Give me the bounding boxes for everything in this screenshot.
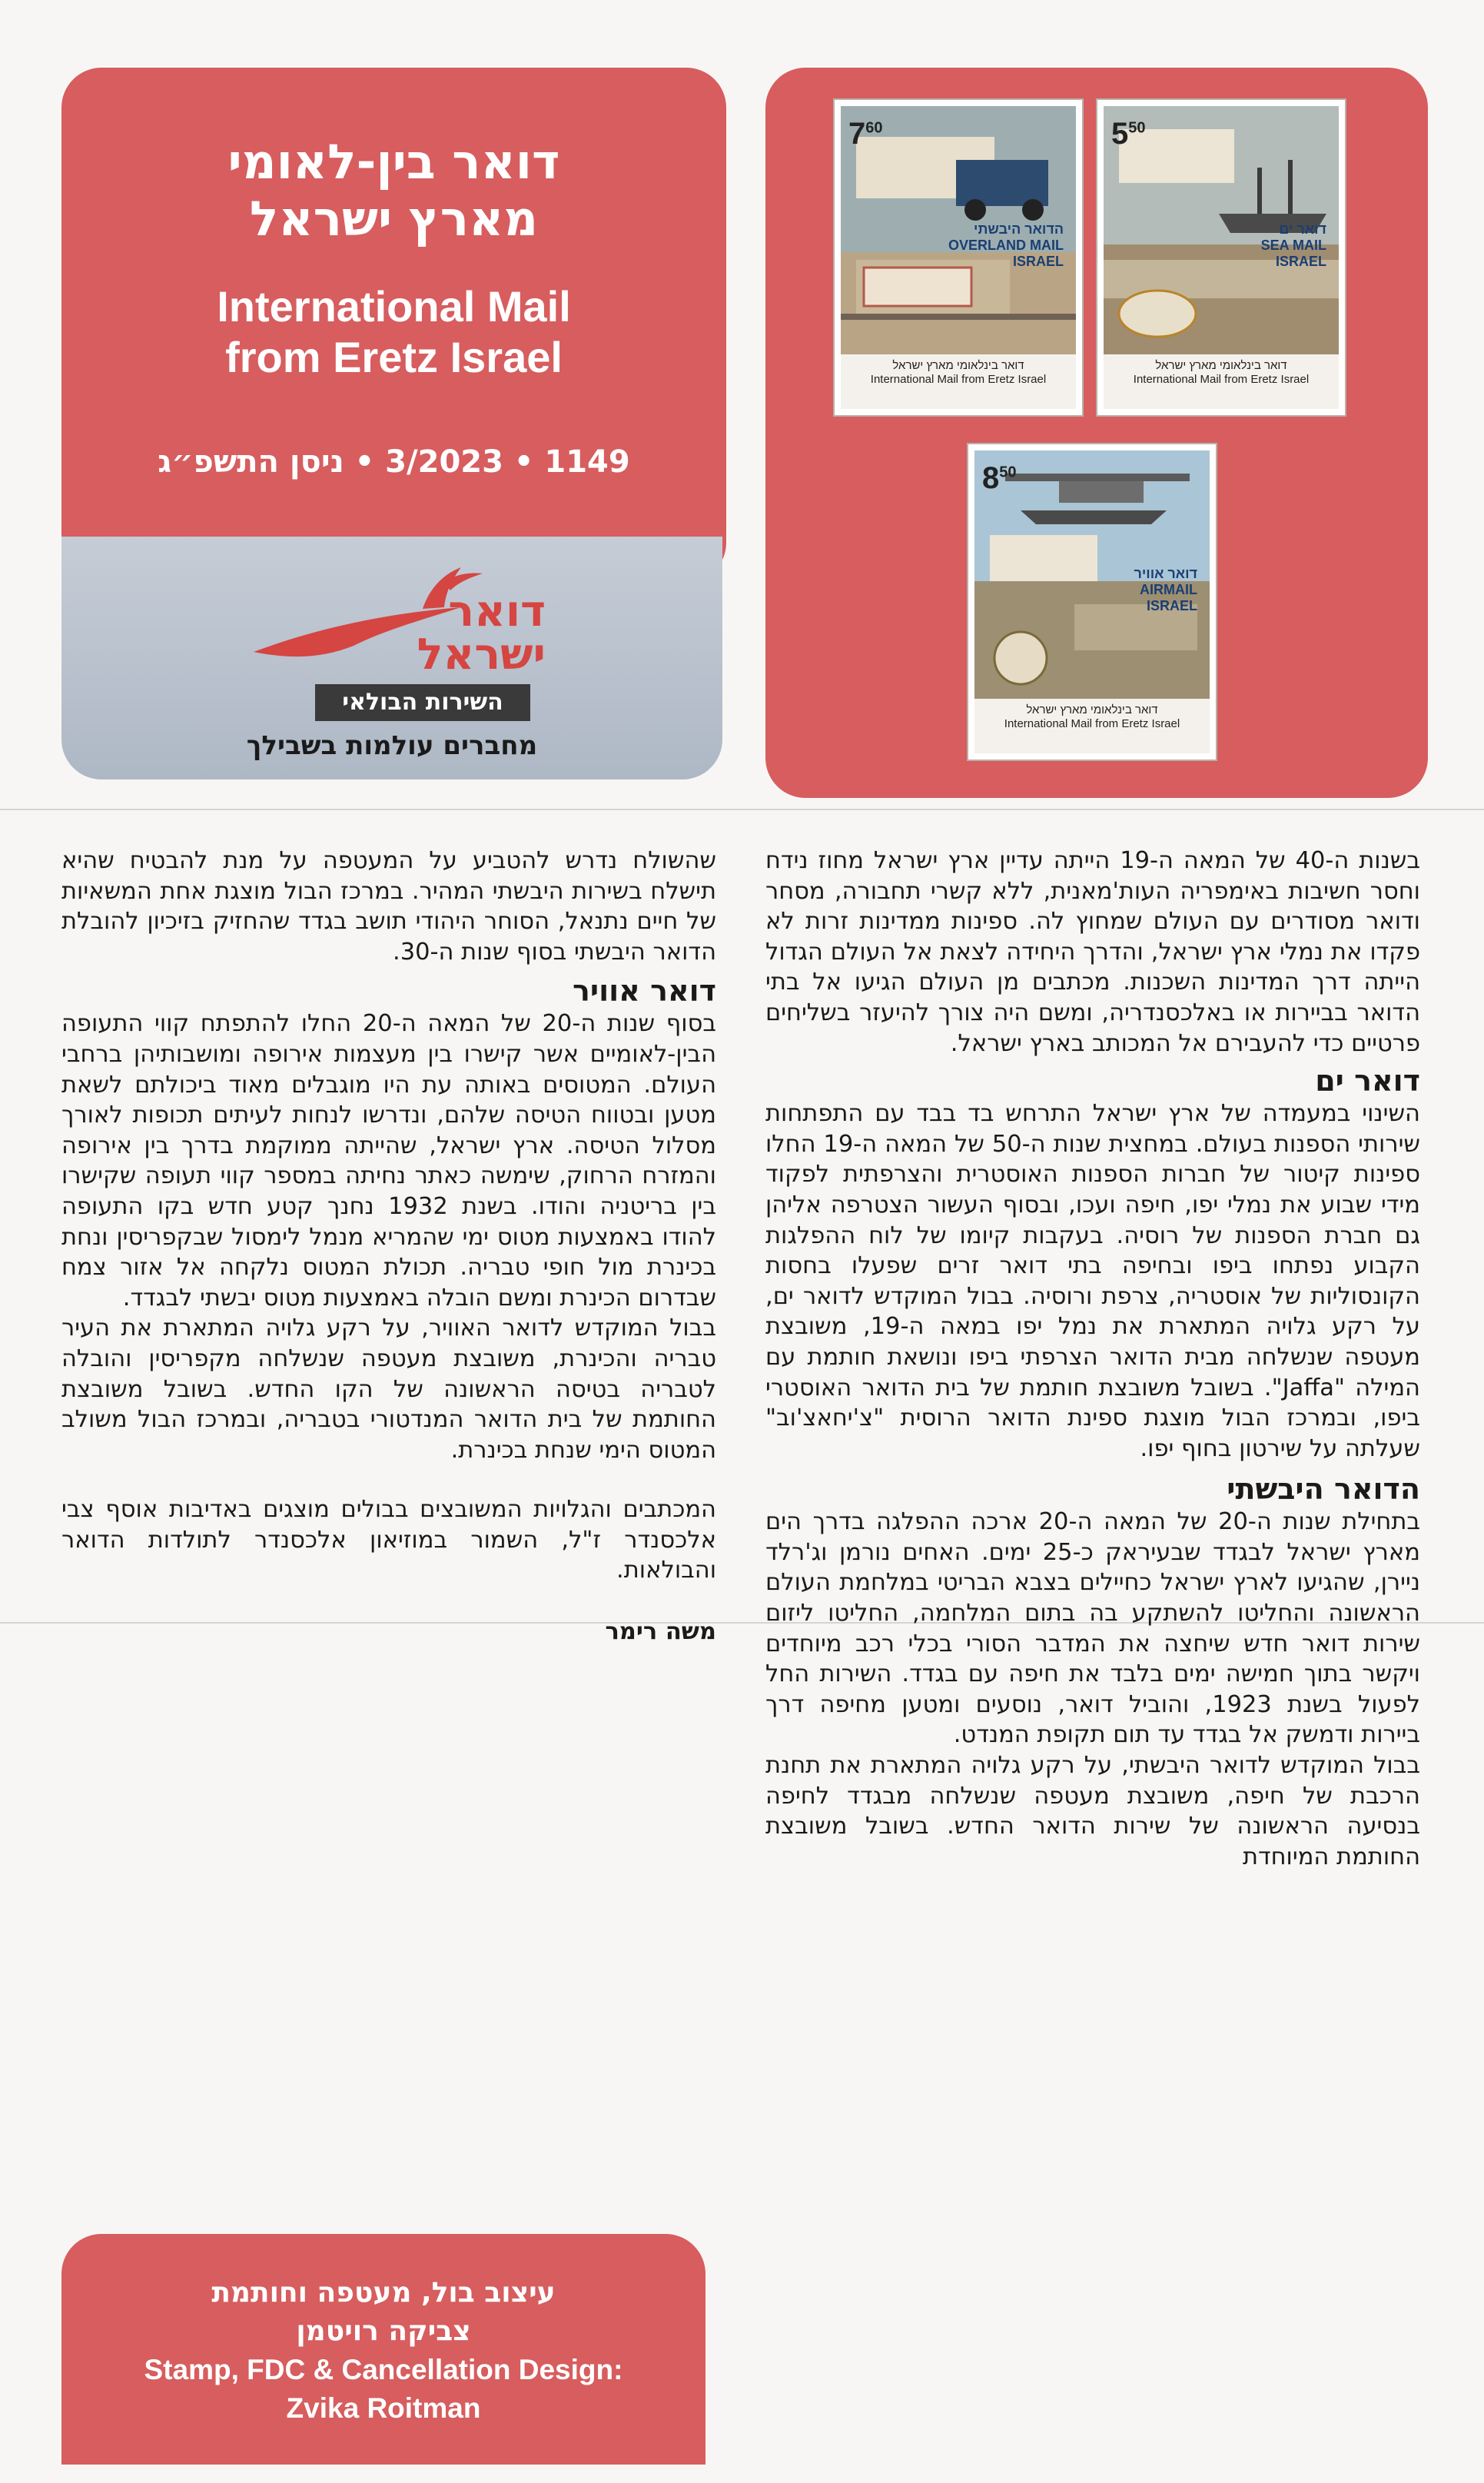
overland-mail-paragraph-2: בבול המוקדש לדואר היבשתי, על רקע גלויה המתארת את תחנת הרכבת של חיפה, משובצת מעטפה שנשלחה מבגדד לחיפה בנסיעה הראשונה של שירות הדואר החדש. בשובל משובצת החותמת המיוחדת <box>765 1752 1420 1870</box>
stamp-airmail <box>968 444 1216 760</box>
stamp-label: דואר אוויר AIRMAIL ISRAEL <box>1134 566 1197 613</box>
title-panel <box>61 68 726 583</box>
credit-english-title: Stamp, FDC & Cancellation Design: <box>144 2354 623 2385</box>
collection-credit: המכתבים והגלויות המשובצים בבולים מוצגים באדיבות אוסף צבי אלכסנדר ז"ל, השמור במוזיאון אלכסנדר לתולדות הדואר והבולאות. <box>61 1496 716 1584</box>
slogan: מחברים עולמות בשבילך <box>246 730 538 761</box>
overland-mail-heading: הדואר היבשתי <box>1227 1472 1420 1507</box>
credit-hebrew-name: צביקה רויטמן <box>296 2315 471 2347</box>
philatelic-service-badge: השירות הבולאי <box>315 684 530 721</box>
stamp-value: $5^{50}$ <box>1111 117 1146 151</box>
logo-wordmark: דואר ישראל <box>417 587 546 680</box>
credit-hebrew-title: עיצוב בול, מעטפה וחותמת <box>211 2277 556 2308</box>
design-credits-panel <box>61 2234 705 2465</box>
airmail-paragraph: בסוף שנות ה-20 של המאה ה-20 החלו להתפתח קווי התעופה הבין-לאומיים אשר קישרו בין מעצמות אירופה ומושבותיהן ברחבי העולם. המטוסים באותה עת היו מוגבלים מאוד ביכולתם לשאת מטען ובטווח הטיסה שלהם, ונדרשו לנחות לעיתים תכופות לאורך מסלול הטיסה. ארץ ישראל, שהייתה ממוקמת בדרך בין אירופה והמזרח הרחוק, שימשה כאתר נחיתה במספר קווי תעופה שקישרו בין בריטניה והודו. בשנת 1932 נחנך קטע חדש בקו התעופה להודו באמצעות מטוס ימי שהמריא מנמל לימסול שבקפריסין ונחת בכינרת מול חופי טבריה. תכולת המטוס נלקחה אל אזור צמח שבדרום הכינרת ומשם הובלה באמצעות מטוס יבשתי לבגדד. <box>61 1010 716 1311</box>
credit-english-name: Zvika Roitman <box>286 2392 481 2424</box>
israel-post-logo <box>61 560 722 698</box>
right-text-column <box>765 846 1420 1872</box>
author-signature: משה רימר <box>605 1618 716 1646</box>
stamp-label: הדואר היבשתי OVERLAND MAIL ISRAEL <box>948 221 1064 269</box>
stamp-label: דואר ים SEA MAIL ISRAEL <box>1260 221 1326 269</box>
sea-mail-heading: דואר ים <box>1315 1064 1420 1099</box>
fold-line <box>0 809 1484 810</box>
issue-number: 1149 • 3/2023 • ניסן התשפ״ג <box>158 444 630 480</box>
overland-continued-paragraph: שהשולח נדרש להטביע על המעטפה על מנת להבטיח שהיא תישלח בשירות היבשתי המהיר. במרכז הבול מוצגת אחת המשאיות של חיים נתנאל, הסוחר היהודי תושב בגדד שהחזיק בזיכיון להובלת הדואר היבשתי בסוף שנות ה-30. <box>61 847 716 966</box>
overland-mail-paragraph: בתחילת שנות ה-20 של המאה ה-20 ארכה ההפלגה בדרך הים מארץ ישראל לבגדד שבעיראק כ-25 ימים. האחים נורמן וג'רלד ניירן, שהגיעו לארץ ישראל כחיילים בצבא הבריטי במלחמת העולם הראשונה והחליטו להשתקע בה בתום המלחמה, החליטו ליזום שירות דואר חדש שיחצה את המדבר הסורי בכלי רכב מיוחדים ויקשר בתוך חמישה ימים בלבד את חיפה עם בגדד. השירות החל לפעול בשנת 1923, והוביל דואר, נוסעים ומטען מחיפה דרך ביירות ודמשק אל בגדד עד תום תקופת המנדט. <box>765 1508 1420 1749</box>
stamp-overland-mail <box>835 100 1082 415</box>
left-text-column <box>61 846 716 1647</box>
airmail-paragraph-2: בבול המוקדש לדואר האוויר, על רקע גלויה המתארת את העיר טבריה והכינרת, משובצת מעטפה שנשלחה מקפריסין והובלה לטבריה בטיסה הראשונה של הקו החדש. בשובל משובצת החותמת של בית הדואר המנדטורי בטבריה, ובמרכז הבול משולב המטוס הימי שנחת בכינרת. <box>61 1315 716 1464</box>
sea-mail-paragraph: השינוי במעמדה של ארץ ישראל התרחש בד בבד עם התפתחות שירותי הספנות בעולם. במחצית שנות ה-50 של המאה ה-19 החלו ספינות קיטור של חברות הספנות האוסטרית והצרפתית לפקוד מידי שבוע את נמלי יפו, חיפה ועכו, ובסוף העשור הצטרפה אליהן גם חברת הספנות של רוסיה. בעקבות קיומו של לוח ההפלגות הקבוע נפתחו ביפו ובחיפה בתי דואר זרים שפעלו בחסות הקונסוליות של אוסטריה, צרפת ורוסיה. בבול המוקדש לדואר ים, על רקע גלויה המתארת את נמל יפו במאה ה-19, משובצת מעטפה שנשלחה מבית הדואר הצרפתי ביפו ונושאת חותמת עם המילה "Jaffa". בשובל משובצת חותמת של בית הדואר האוסטרי ביפו, ובמרכז הבול מוצגת ספינת הדואר הרוסית "צ'יחאצ'וב" שעלתה על שירטון בחוף יפו. <box>765 1100 1420 1462</box>
stamps-panel <box>765 68 1428 798</box>
logo-panel <box>61 537 722 779</box>
stamp-value: $7^{60}$ <box>848 117 883 151</box>
airmail-heading: דואר אוויר <box>573 974 716 1009</box>
stamp-value: $8^{50}$ <box>982 461 1017 495</box>
stamp-caption: דואר בינלאומי מארץ ישראל International Mail from Eretz Israel <box>1104 354 1339 409</box>
stamp-sea-mail <box>1097 100 1345 415</box>
intro-paragraph: בשנות ה-40 של המאה ה-19 הייתה עדיין ארץ ישראל מחוז נידח וחסר חשיבות באימפריה העות'מאנית, ללא קשרי תחבורה, מסחר ודואר מסודרים עם העולם שמחוץ לה. ספינות ממדינות זרות לא פקדו את נמלי ארץ ישראל, והדרך היחידה לצאת אל העולם הגדול הייתה דרך המדינות השכנות. מכתבים מן העולם הגיעו אל בתי הדואר בביירות או באלכסנדריה, ומשם היה צורך להיעזר בשליחים פרטיים כדי להעבירם אל המכותב בארץ ישראל. <box>765 847 1421 1057</box>
stamp-caption: דואר בינלאומי מארץ ישראל International Mail from Eretz Israel <box>974 699 1210 753</box>
stamp-caption: דואר בינלאומי מארץ ישראל International Mail from Eretz Israel <box>841 354 1076 409</box>
title-english: International Mail from Eretz Israel <box>217 282 571 381</box>
title-hebrew: דואר בין-לאומי מארץ ישראל <box>227 134 560 247</box>
